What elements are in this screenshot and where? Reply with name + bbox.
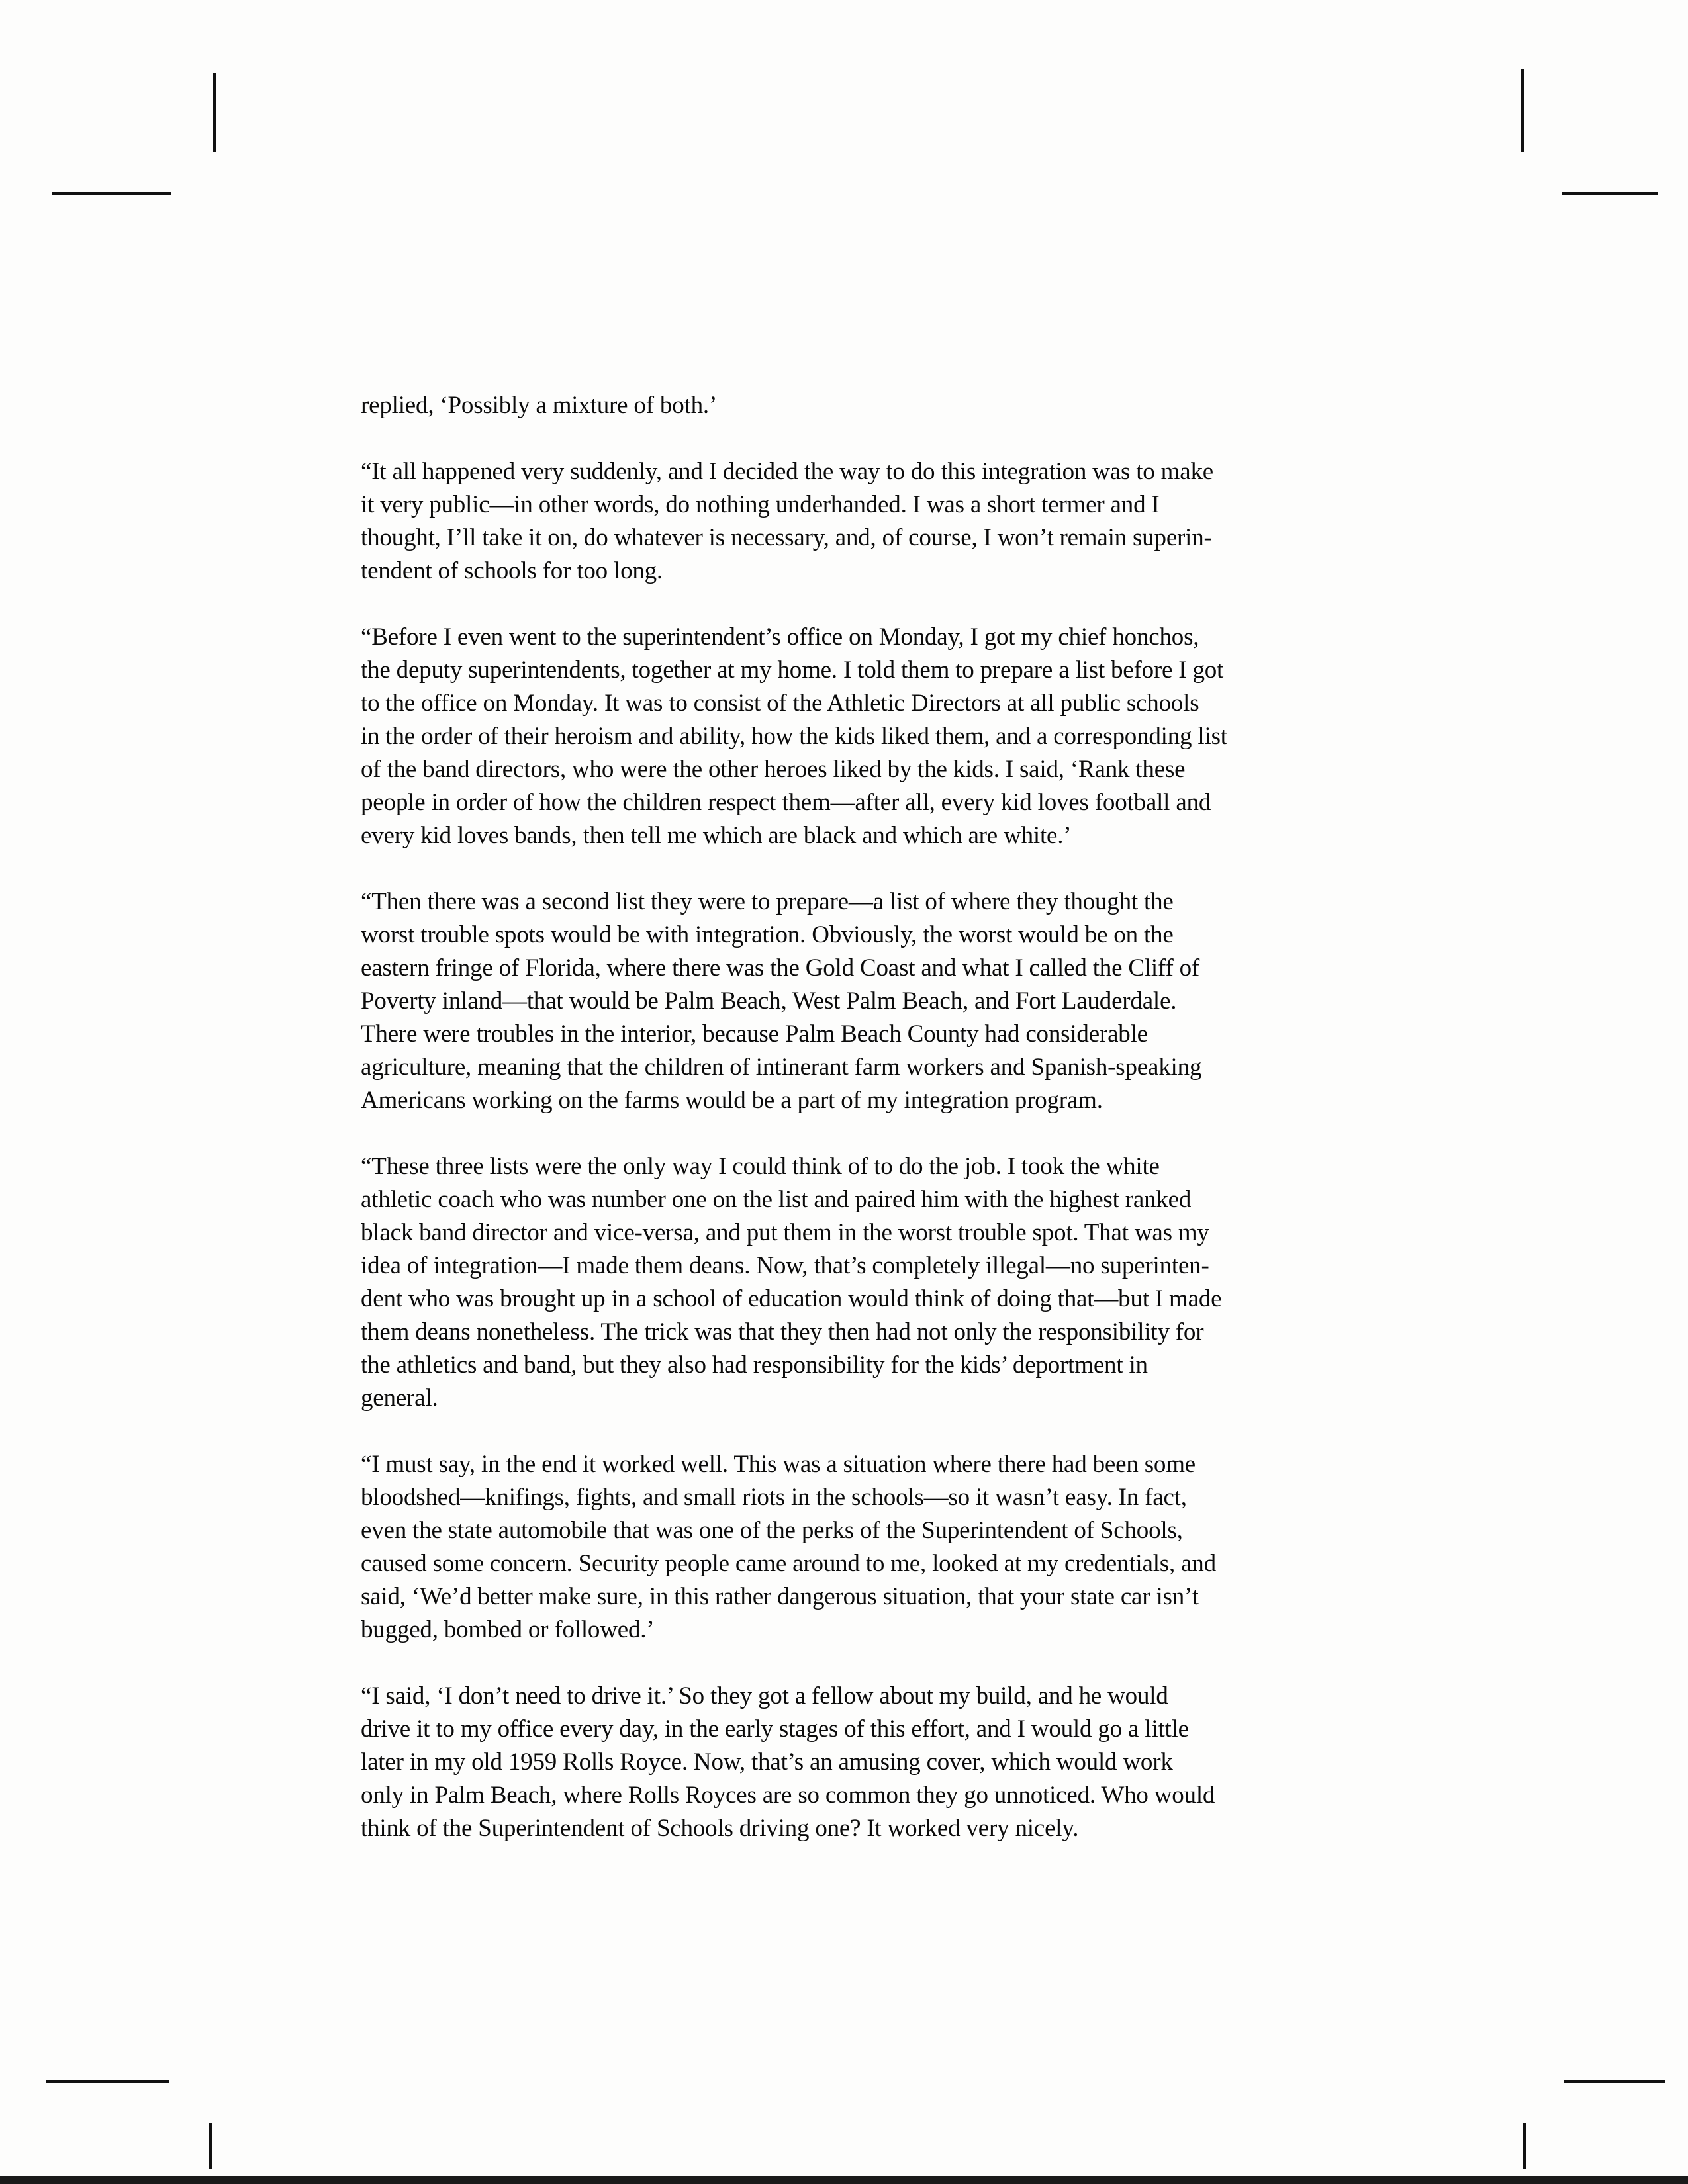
scan-bottom-edge — [0, 2176, 1688, 2184]
text-line: in the order of their heroism and ability, how the kids liked them, and a corresponding list — [361, 723, 1227, 750]
paragraph — [361, 1448, 1370, 1647]
text-line: tendent of schools for too long. — [361, 557, 663, 584]
paragraph — [361, 455, 1370, 588]
text-line: them deans nonetheless. The trick was that they then had not only the responsibility for — [361, 1318, 1204, 1345]
text-line: caused some concern. Security people came around to me, looked at my credentials, and — [361, 1550, 1216, 1577]
text-line: the deputy superintendents, together at my home. I told them to prepare a list before I got — [361, 657, 1224, 684]
text-line: agriculture, meaning that the children of intinerant farm workers and Spanish-speaking — [361, 1054, 1202, 1081]
text-line: replied, ‘Possibly a mixture of both.’ — [361, 392, 718, 419]
text-line: athletic coach who was number one on the list and paired him with the highest ranked — [361, 1186, 1192, 1213]
text-line: bloodshed—knifings, fights, and small riots in the schools—so it wasn’t easy. In fact, — [361, 1484, 1187, 1511]
paragraph — [361, 1680, 1370, 1845]
text-line: to the office on Monday. It was to consist of the Athletic Directors at all public schools — [361, 690, 1199, 717]
text-line: drive it to my office every day, in the early stages of this effort, and I would go a little — [361, 1715, 1189, 1743]
crop-mark-bottom-left-horizontal — [46, 2080, 169, 2083]
text-line: bugged, bombed or followed.’ — [361, 1616, 655, 1643]
crop-mark-top-left-vertical — [213, 73, 216, 152]
text-line: dent who was brought up in a school of education would think of doing that—but I made — [361, 1285, 1222, 1312]
text-line: later in my old 1959 Rolls Royce. Now, that’s an amusing cover, which would work — [361, 1749, 1173, 1776]
text-line: black band director and vice-versa, and put them in the worst trouble spot. That was my — [361, 1219, 1209, 1246]
paragraph — [361, 389, 1370, 422]
text-line: “I must say, in the end it worked well. This was a situation where there had been some — [361, 1451, 1196, 1478]
text-line: only in Palm Beach, where Rolls Royces are so common they go unnoticed. Who would — [361, 1782, 1215, 1809]
text-line: of the band directors, who were the other heroes liked by the kids. I said, ‘Rank these — [361, 756, 1186, 783]
text-line: Americans working on the farms would be a part of my integration program. — [361, 1087, 1103, 1114]
text-line: “It all happened very suddenly, and I decided the way to do this integration was to make — [361, 458, 1213, 485]
text-line: eastern fringe of Florida, where there was the Gold Coast and what I called the Cliff of — [361, 954, 1200, 981]
text-line: even the state automobile that was one of the perks of the Superintendent of Schools, — [361, 1517, 1183, 1544]
text-line: every kid loves bands, then tell me which are black and which are white.’ — [361, 822, 1072, 849]
text-line: it very public—in other words, do nothing underhanded. I was a short termer and I — [361, 491, 1160, 518]
crop-mark-bottom-left-vertical — [209, 2123, 212, 2169]
text-line: “Then there was a second list they were to prepare—a list of where they thought the — [361, 888, 1174, 915]
text-line: “I said, ‘I don’t need to drive it.’ So they got a fellow about my build, and he would — [361, 1682, 1168, 1709]
crop-mark-bottom-right-vertical — [1523, 2123, 1526, 2169]
text-line: idea of integration—I made them deans. Now, that’s completely illegal—no superinten- — [361, 1252, 1209, 1279]
paragraph — [361, 1150, 1370, 1415]
crop-mark-top-right-horizontal — [1562, 192, 1658, 195]
text-line: think of the Superintendent of Schools driving one? It worked very nicely. — [361, 1815, 1079, 1842]
text-line: Poverty inland—that would be Palm Beach, West Palm Beach, and Fort Lauderdale. — [361, 987, 1177, 1015]
crop-mark-top-right-vertical — [1521, 69, 1524, 152]
page-body-text — [361, 389, 1370, 1878]
paragraph — [361, 886, 1370, 1117]
text-line: “Before I even went to the superintendent’s office on Monday, I got my chief honchos, — [361, 623, 1199, 651]
text-line: general. — [361, 1385, 438, 1412]
text-line: the athletics and band, but they also had responsibility for the kids’ deportment in — [361, 1351, 1148, 1379]
text-line: worst trouble spots would be with integration. Obviously, the worst would be on the — [361, 921, 1174, 948]
crop-mark-bottom-right-horizontal — [1564, 2080, 1665, 2083]
text-line: people in order of how the children respect them—after all, every kid loves football and — [361, 789, 1211, 816]
text-line: There were troubles in the interior, because Palm Beach County had considerable — [361, 1021, 1148, 1048]
paragraph — [361, 621, 1370, 852]
text-line: said, ‘We’d better make sure, in this rather dangerous situation, that your state car isn’t — [361, 1583, 1199, 1610]
crop-mark-top-left-horizontal — [52, 192, 171, 195]
text-line: thought, I’ll take it on, do whatever is necessary, and, of course, I won’t remain superin- — [361, 524, 1212, 551]
text-line: “These three lists were the only way I could think of to do the job. I took the white — [361, 1153, 1160, 1180]
